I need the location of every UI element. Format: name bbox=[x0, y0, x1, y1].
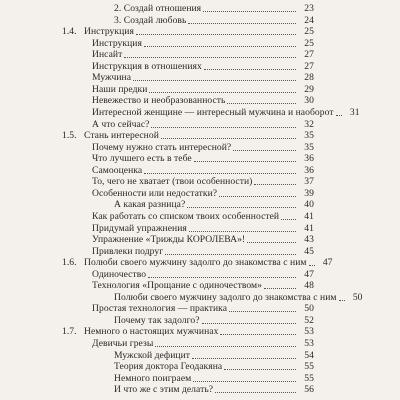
dot-leader bbox=[151, 127, 296, 128]
dot-leader bbox=[204, 69, 296, 70]
toc-title: Инструкция bbox=[92, 37, 142, 49]
toc-title: Инструкция в отношениях bbox=[92, 60, 202, 72]
dot-leader bbox=[124, 57, 296, 58]
toc-title: Мужчина bbox=[92, 72, 132, 84]
dot-leader bbox=[309, 265, 315, 266]
dot-leader bbox=[161, 138, 296, 139]
toc-page: 36 bbox=[304, 153, 314, 165]
toc-page: 41 bbox=[304, 210, 314, 222]
toc-page: 35 bbox=[304, 141, 314, 153]
section-number: 1.5. bbox=[62, 130, 77, 142]
dot-leader bbox=[133, 80, 296, 81]
toc-page: 55 bbox=[304, 361, 314, 373]
toc-title: Технология «Прощание с одиночеством» bbox=[92, 280, 262, 292]
toc-title: Девичьи грезы bbox=[92, 338, 154, 349]
dot-leader bbox=[187, 207, 296, 208]
toc-title: Немного поиграем bbox=[114, 372, 192, 384]
dot-leader bbox=[224, 369, 296, 370]
toc-page: 48 bbox=[304, 280, 314, 292]
section-number: 1.6. bbox=[62, 257, 77, 269]
toc-page: 28 bbox=[304, 72, 314, 84]
toc-entry bbox=[92, 176, 314, 188]
toc-entry bbox=[114, 384, 314, 396]
toc-entry bbox=[114, 350, 314, 362]
toc-entry bbox=[92, 49, 314, 61]
dot-leader bbox=[192, 358, 296, 359]
dot-leader bbox=[144, 46, 296, 47]
toc-entry bbox=[92, 223, 314, 235]
toc-page: 50 bbox=[304, 303, 314, 315]
toc-title: Немного о настоящих мужчинах bbox=[84, 326, 219, 338]
toc-entry bbox=[114, 3, 314, 15]
dot-leader bbox=[165, 254, 296, 255]
toc-page: 30 bbox=[304, 95, 314, 107]
dot-leader bbox=[233, 150, 296, 151]
dot-leader bbox=[229, 311, 296, 312]
toc-page: 31 bbox=[349, 107, 360, 118]
toc-entry bbox=[92, 119, 314, 131]
toc-title: Почему так задолго? bbox=[114, 314, 200, 326]
toc-title: Простая технология — практика bbox=[92, 303, 228, 315]
toc-page: 32 bbox=[304, 118, 314, 130]
toc-entry bbox=[114, 361, 314, 373]
toc-entry bbox=[92, 246, 314, 258]
dot-leader bbox=[193, 381, 296, 382]
toc-section bbox=[62, 130, 314, 142]
toc-page: 50 bbox=[352, 291, 363, 303]
dot-leader bbox=[247, 242, 296, 243]
toc-title: Инсайт bbox=[92, 49, 123, 61]
toc-page: 47 bbox=[322, 257, 333, 269]
toc-title: Привлеки подруг bbox=[92, 245, 164, 257]
dot-leader bbox=[194, 161, 296, 162]
toc-title: Мужской дефицит bbox=[114, 349, 190, 361]
toc-title: А что сейчас? bbox=[92, 118, 150, 130]
toc-page: 52 bbox=[304, 314, 314, 326]
toc-title: Интересной женщине — интересный мужчина и наоборот bbox=[92, 107, 334, 118]
toc-entry bbox=[92, 142, 314, 154]
toc-page: 45 bbox=[304, 245, 314, 257]
toc-page: 47 bbox=[304, 268, 314, 280]
dot-leader bbox=[148, 277, 296, 278]
toc-entry bbox=[92, 165, 314, 177]
toc-entry bbox=[92, 338, 314, 350]
toc-section bbox=[62, 26, 314, 38]
toc-entry bbox=[92, 188, 314, 200]
dot-leader bbox=[220, 334, 296, 335]
dot-leader bbox=[203, 11, 296, 12]
toc-entry bbox=[92, 107, 360, 119]
toc-page: 41 bbox=[304, 222, 314, 234]
toc-title: Как работать со списком твоих особенностей bbox=[92, 210, 280, 222]
dot-leader bbox=[227, 103, 296, 104]
toc-page: 39 bbox=[304, 187, 314, 199]
toc-entry bbox=[114, 373, 314, 385]
toc-entry bbox=[114, 199, 314, 211]
toc-entry bbox=[92, 211, 314, 223]
dot-leader bbox=[202, 323, 296, 324]
toc-title: 2. Создай отношения bbox=[114, 3, 202, 14]
toc-entry bbox=[92, 303, 314, 315]
dot-leader bbox=[189, 231, 296, 232]
toc-title: Теория доктора Геодакяна bbox=[114, 361, 223, 373]
toc-title: А какая разница? bbox=[114, 199, 186, 211]
toc-page: 23 bbox=[304, 3, 314, 14]
toc-page: 43 bbox=[304, 234, 314, 245]
toc-page: 35 bbox=[304, 130, 314, 142]
dot-leader bbox=[149, 92, 296, 93]
section-number: 1.7. bbox=[62, 326, 77, 338]
toc-title: Наши предки bbox=[92, 83, 148, 95]
toc-entry bbox=[92, 280, 314, 292]
toc-title: Особенности или недостатки? bbox=[92, 187, 218, 199]
dot-leader bbox=[144, 173, 296, 174]
dot-leader bbox=[336, 115, 342, 116]
toc-page: 27 bbox=[304, 49, 314, 61]
toc-entry bbox=[92, 38, 314, 50]
dot-leader bbox=[215, 392, 296, 393]
toc-page: 24 bbox=[304, 14, 314, 26]
toc-entry bbox=[92, 61, 314, 73]
toc-title: Самооценка bbox=[92, 164, 143, 176]
toc-page: 27 bbox=[304, 60, 314, 72]
dot-leader bbox=[155, 346, 296, 347]
dot-leader bbox=[281, 219, 296, 220]
dot-leader bbox=[136, 34, 296, 35]
toc-page: 37 bbox=[304, 176, 314, 188]
toc-title: 3. Создай любовь bbox=[114, 14, 187, 26]
toc-entry bbox=[92, 153, 314, 165]
toc-title: И что же с этим делать? bbox=[114, 384, 214, 396]
toc-title: Инструкция bbox=[84, 26, 134, 38]
toc-page: 55 bbox=[304, 372, 314, 384]
toc-title: Почему нужно стать интересной? bbox=[92, 141, 232, 153]
toc-page: 54 bbox=[304, 349, 314, 361]
dot-leader bbox=[264, 288, 296, 289]
dot-leader bbox=[219, 196, 296, 197]
toc-entry bbox=[92, 95, 314, 107]
toc-title: Одиночество bbox=[92, 268, 147, 280]
toc-title: Стань интересной bbox=[84, 130, 159, 142]
toc-title: Полюби своего мужчину задолго до знакомства с ним bbox=[114, 291, 337, 303]
toc-title: Придумай упражнения bbox=[92, 222, 187, 234]
toc-page: 25 bbox=[304, 37, 314, 49]
toc-page: 53 bbox=[304, 338, 314, 349]
toc-page: 40 bbox=[304, 199, 314, 211]
toc-page: 29 bbox=[304, 83, 314, 95]
toc-section bbox=[62, 326, 314, 338]
toc-page: 25 bbox=[304, 26, 314, 38]
toc-title: Что лучшего есть в тебе bbox=[92, 153, 192, 165]
toc-entry bbox=[92, 234, 314, 246]
toc-title: Невежество и необразованность bbox=[92, 95, 226, 107]
toc-title: Упражнение «Трижды КОРОЛЕВА»! bbox=[92, 234, 246, 245]
toc-page: 36 bbox=[304, 164, 314, 176]
toc-entry bbox=[114, 291, 363, 304]
toc-title: То, чего не хватает (твои особенности) bbox=[92, 176, 253, 188]
toc-title: Полюби своего мужчину задолго до знакомства с ним bbox=[84, 257, 307, 269]
toc-entry bbox=[114, 15, 314, 27]
toc-entry bbox=[92, 269, 314, 281]
toc-entry bbox=[92, 72, 314, 84]
dot-leader bbox=[188, 23, 296, 24]
section-number: 1.4. bbox=[62, 26, 77, 38]
dot-leader bbox=[254, 184, 296, 185]
toc-page: 56 bbox=[304, 384, 314, 396]
toc-section bbox=[62, 257, 333, 269]
toc-entry bbox=[92, 84, 314, 96]
dot-leader bbox=[339, 300, 345, 301]
toc-entry bbox=[114, 315, 314, 327]
toc-page: 53 bbox=[304, 326, 314, 338]
